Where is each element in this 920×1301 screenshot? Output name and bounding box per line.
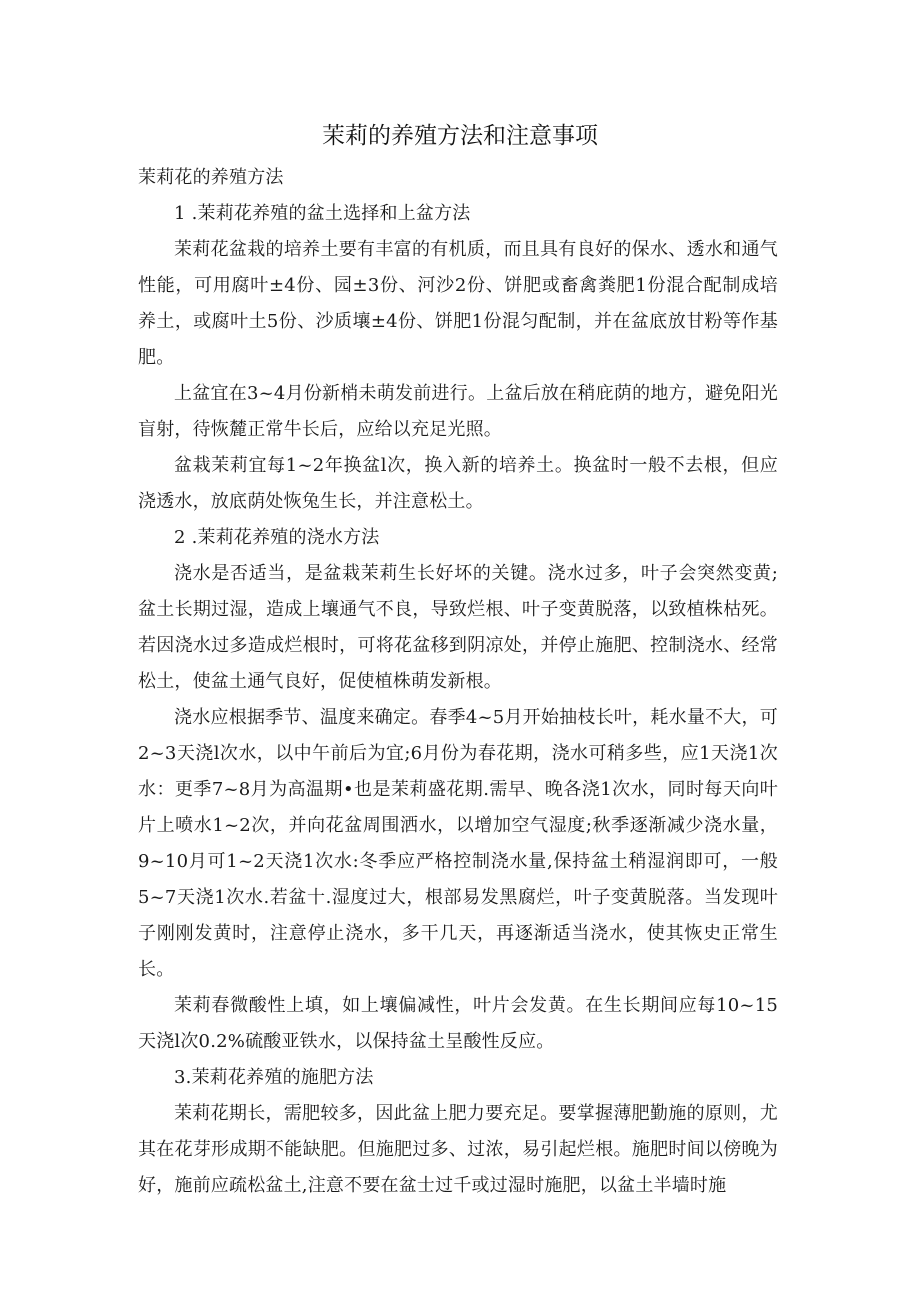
subsection-heading-watering: 2 .茉莉花养殖的浇水方法 xyxy=(174,527,380,548)
subsection-heading-soil: 1 .茉莉花养殖的盆土选择和上盆方法 xyxy=(174,203,471,224)
paragraph-potting-time: 上盆宜在3~4月份新梢未萌发前进行。上盆后放在稍庇荫的地方，避免阳光盲射，待恢麓正常牛长后，应给以充足光照。 xyxy=(138,383,778,440)
document-body xyxy=(138,160,778,1204)
paragraph-repotting: 盆栽茉莉宜每1~2年换盆l次，换入新的培养土。换盆时一般不去根，但应浇透水，放底荫处恢兔生长，并注意松土。 xyxy=(138,455,778,512)
paragraph-watering-key: 浇水是否适当，是盆栽茉莉生长好坏的关键。浇水过多，叶子会突然变黄;盆土长期过湿，造成上壤通气不良，导致烂根、叶子变黄脱落，以致植株枯死。若因浇水过多造成烂根时，可将花盆移到阴凉处，并停止施肥、控制浇水、经常松土，使盆土通气良好，促使植株萌发新根。 xyxy=(138,563,778,692)
paragraph-fertilizing: 茉莉花期长，需肥较多，因此盆上肥力要充足。要掌握薄肥勤施的原则，尤其在花芽形成期不能缺肥。但施肥过多、过浓，易引起烂根。施肥时间以傍晚为好，施前应疏松盆土,注意不要在盆士过千或过湿时施肥，以盆土半墙时施 xyxy=(138,1103,778,1196)
paragraph-watering-seasons: 浇水应根据季节、温度来确定。春季4~5月开始抽枝长叶，耗水量不大，可2~3天浇l次水，以中午前后为宜;6月份为春花期，浇水可稍多些，应1天浇1次水：更季7~8月为高温期•也是茉莉盛花期.需早、晚各浇1次水，同时每天向叶片上喷水1~2次，并向花盆周围洒水，以增加空气湿度;秋季逐渐减少浇水量，9~10月可1~2天浇1次水:冬季应严格控制浇水量,保持盆土稍湿润即可，一般5~7天浇1次水.若盆十.湿度过大，根部易发黑腐烂，叶子变黄脱落。当发现叶子刚刚发黄时，注意停止浇水，多干几天，再逐渐适当浇水，使其恢史正常生长。 xyxy=(138,707,778,980)
paragraph-soil-mix: 茉莉花盆栽的培养土要有丰富的有机质，而且具有良好的保水、透水和通气性能，可用腐叶±4份、园±3份、河沙2份、饼肥或畜禽粪肥1份混合配制成培养土，或腐叶土5份、沙质壤±4份、饼肥1份混匀配制，并在盆底放甘粉等作基肥。 xyxy=(138,239,778,368)
section-title: 茉莉花的养殖方法 xyxy=(138,167,284,188)
subsection-heading-fertilizing: 3.茉莉花养殖的施肥方法 xyxy=(174,1067,374,1088)
paragraph-acid-soil: 茉莉春微酸性上填，如上壤偏减性，叶片会发黄。在生长期间应每10~15天浇l次0.2%硫酸亚铁水，以保持盆土呈酸性反应。 xyxy=(138,995,778,1052)
document-title: 茉莉的养殖方法和注意事项 xyxy=(322,123,598,149)
